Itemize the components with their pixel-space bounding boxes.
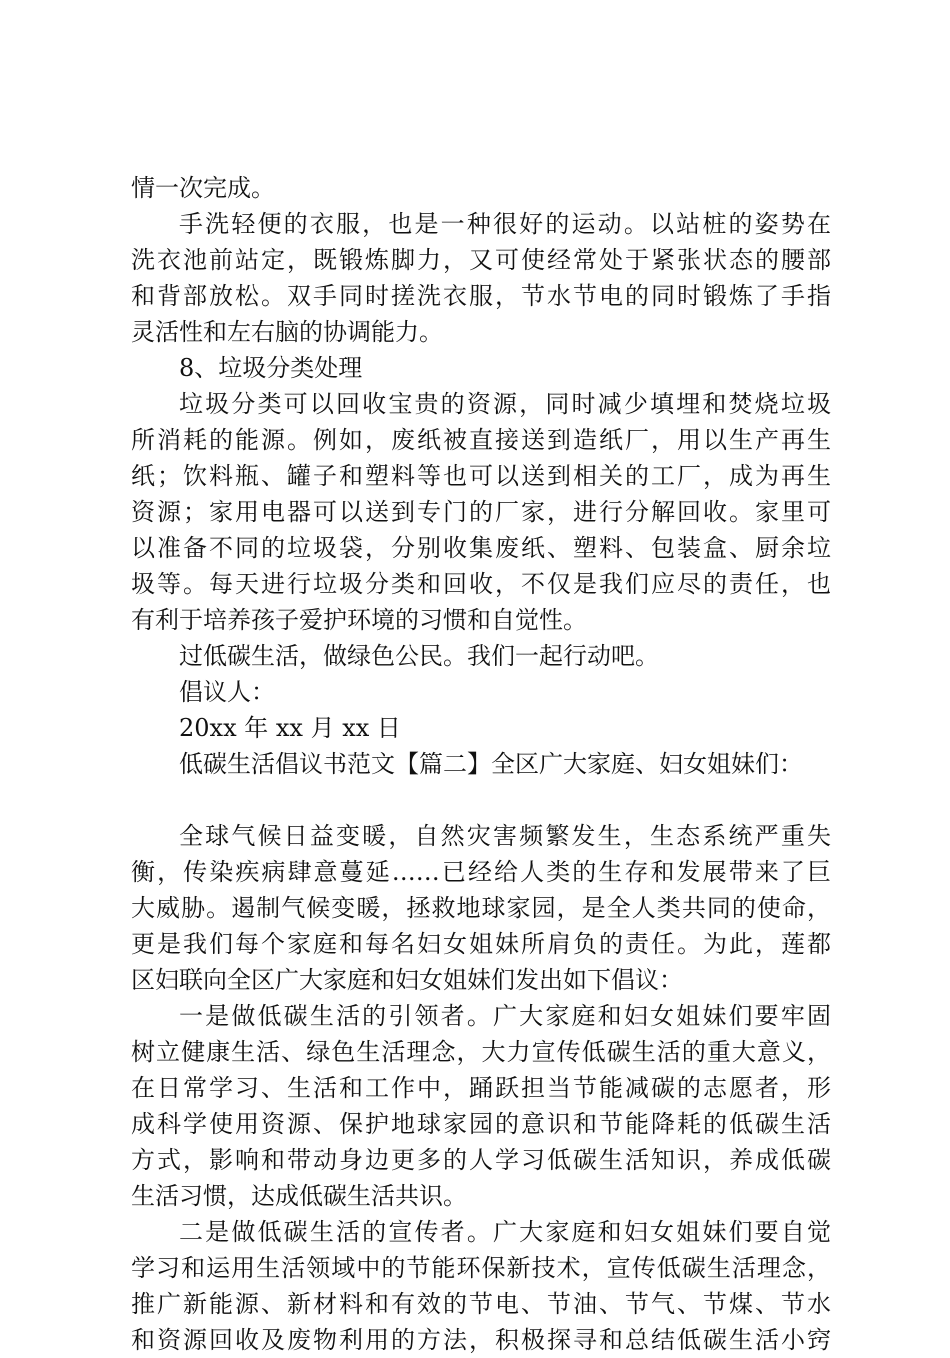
text-line: 更是我们每个家庭和每名妇女姐妹所肩负的责任。为此，莲都 xyxy=(131,930,831,958)
text-line: 手洗轻便的衣服，也是一种很好的运动。以站桩的姿势在 xyxy=(179,210,831,238)
text-line: 二是做低碳生活的宣传者。广大家庭和妇女姐妹们要自觉 xyxy=(179,1218,831,1246)
text-line: 推广新能源、新材料和有效的节电、节油、节气、节煤、节水 xyxy=(131,1290,831,1318)
text-line: 低碳生活倡议书范文【篇二】全区广大家庭、妇女姐妹们： xyxy=(179,750,803,778)
text-line: 生活习惯，达成低碳生活共识。 xyxy=(131,1182,467,1210)
text-line: 区妇联向全区广大家庭和妇女姐妹们发出如下倡议： xyxy=(131,966,683,994)
blank-line xyxy=(131,782,831,818)
text-line: 全球气候日益变暖，自然灾害频繁发生，生态系统严重失 xyxy=(179,822,831,850)
text-line: 倡议人： xyxy=(179,678,275,706)
text-line: 过低碳生活，做绿色公民。我们一起行动吧。 xyxy=(179,642,659,670)
text-line: 成科学使用资源、保护地球家园的意识和节能降耗的低碳生活 xyxy=(131,1110,831,1138)
text-line: 方式，影响和带动身边更多的人学习低碳生活知识，养成低碳 xyxy=(131,1146,831,1174)
text-line: 大威胁。遏制气候变暖，拯救地球家园，是全人类共同的使命， xyxy=(131,894,831,922)
text-line: 树立健康生活、绿色生活理念，大力宣传低碳生活的重大意义， xyxy=(131,1038,831,1066)
text-line: 圾等。每天进行垃圾分类和回收，不仅是我们应尽的责任，也 xyxy=(131,570,831,598)
text-line: 以准备不同的垃圾袋，分别收集废纸、塑料、包装盒、厨余垃 xyxy=(131,534,831,562)
text-line: 学习和运用生活领域中的节能环保新技术，宣传低碳生活理念， xyxy=(131,1254,831,1282)
text-line: 情一次完成。 xyxy=(131,174,275,202)
text-line: 所消耗的能源。例如，废纸被直接送到造纸厂，用以生产再生 xyxy=(131,426,831,454)
text-line: 和背部放松。双手同时搓洗衣服，节水节电的同时锻炼了手指 xyxy=(131,282,831,310)
text-line: 垃圾分类可以回收宝贵的资源，同时减少填埋和焚烧垃圾 xyxy=(179,390,831,418)
text-line: 和资源回收及废物利用的方法，积极探寻和总结低碳生活小窍 xyxy=(131,1326,831,1354)
text-line: 纸；饮料瓶、罐子和塑料等也可以送到相关的工厂，成为再生 xyxy=(131,462,831,490)
text-line: 洗衣池前站定，既锻炼脚力，又可使经常处于紧张状态的腰部 xyxy=(131,246,831,274)
text-line: 一是做低碳生活的引领者。广大家庭和妇女姐妹们要牢固 xyxy=(179,1002,831,1030)
text-line: 在日常学习、生活和工作中，踊跃担当节能减碳的志愿者，形 xyxy=(131,1074,831,1102)
text-line: 衡，传染疾病肆意蔓延……已经给人类的生存和发展带来了巨 xyxy=(131,858,831,886)
document-body xyxy=(131,170,831,1358)
text-line: 有利于培养孩子爱护环境的习惯和自觉性。 xyxy=(131,606,587,634)
text-line: 资源；家用电器可以送到专门的厂家，进行分解回收。家里可 xyxy=(131,498,831,526)
text-line: 灵活性和左右脑的协调能力。 xyxy=(131,318,443,346)
text-line: 20xx 年 xx 月 xx 日 xyxy=(179,714,401,742)
text-line: 8、垃圾分类处理 xyxy=(179,354,363,382)
